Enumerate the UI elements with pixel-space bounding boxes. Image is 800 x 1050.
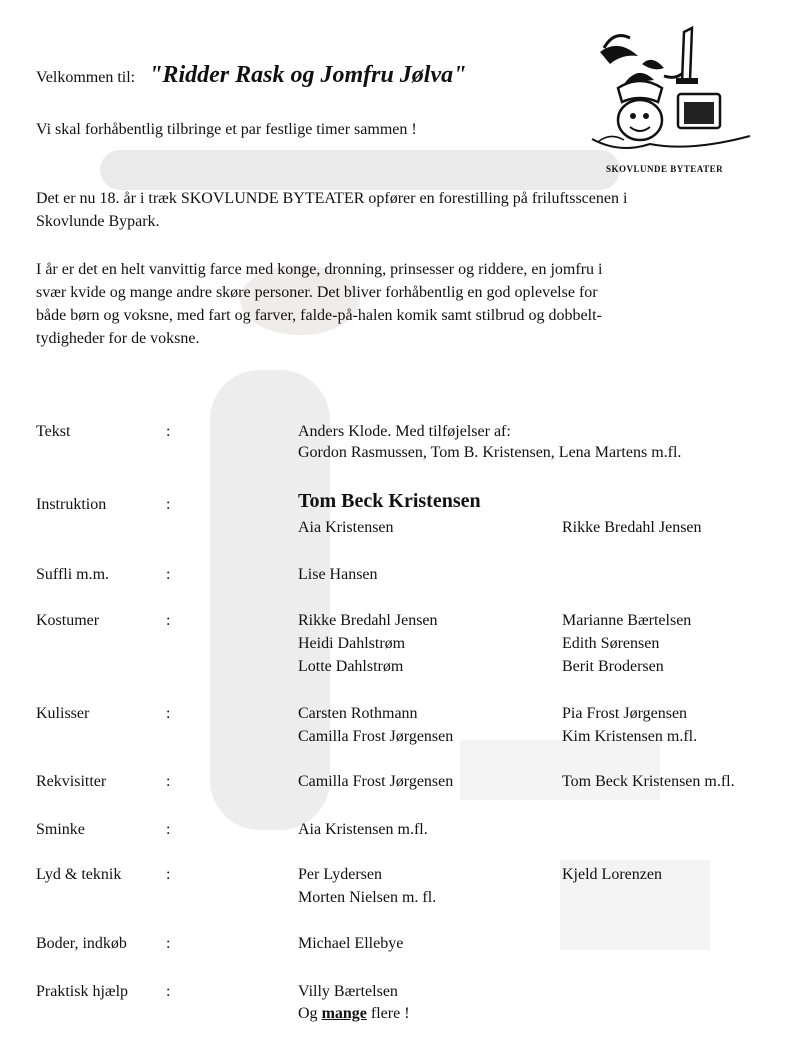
credit-name: Heidi Dahlstrøm (298, 635, 406, 652)
intro-paragraph-history (36, 187, 766, 233)
credit-name: Carsten Rothmann (298, 705, 418, 722)
intro-line: både børn og voksne, med fart og farver, falde-på-halen komik samt stilbrud og dobbelt- (36, 307, 602, 324)
skovlunde-byteater-logo (580, 24, 760, 174)
intro-line: I år er det en helt vanvittig farce med konge, dronning, prinsesser og riddere, en jomfru i (36, 261, 603, 278)
credit-name: Villy Bærtelsen (298, 983, 398, 1000)
credit-name: Morten Nielsen m. fl. (298, 889, 437, 906)
credit-name: Gordon Rasmussen, Tom B. Kristensen, Lena Martens m.fl. (298, 444, 682, 461)
logo-caption: SKOVLUNDE BYTEATER (606, 164, 724, 174)
credit-name: Kim Kristensen m.fl. (562, 728, 698, 745)
credit-name: Per Lydersen (298, 866, 382, 883)
credit-role-lyd: Lyd & teknik (36, 866, 122, 883)
credit-role-boder: Boder, indkøb (36, 935, 127, 952)
credit-role-sminke: Sminke (36, 821, 85, 838)
credit-role-suffli: Suffli m.m. (36, 566, 110, 583)
credit-name: Lise Hansen (298, 566, 378, 583)
credit-colon: : (166, 612, 171, 629)
credit-colon: : (166, 935, 171, 952)
credit-role-instruktion: Instruktion (36, 496, 107, 513)
credit-name-closing (298, 1002, 410, 1025)
intro-line: Det er nu 18. år i træk SKOVLUNDE BYTEATER opfører en forestilling på friluftsscenen i (36, 190, 628, 207)
credit-name-lead: Tom Beck Kristensen (298, 490, 481, 512)
credit-name: Rikke Bredahl Jensen (562, 519, 702, 536)
credit-role-kostumer: Kostumer (36, 612, 100, 629)
welcome-label: Velkommen til: (36, 69, 136, 86)
credit-name: Tom Beck Kristensen m.fl. (562, 773, 735, 790)
play-title: "Ridder Rask og Jomfru Jølva" (149, 62, 467, 88)
closing-emphasis: mange (321, 1005, 367, 1022)
credit-colon: : (166, 983, 171, 1000)
credit-colon: : (166, 773, 171, 790)
credit-role-praktisk: Praktisk hjælp (36, 983, 129, 1000)
intro-paragraph-description (36, 258, 766, 350)
credit-name: Berit Brodersen (562, 658, 664, 675)
credit-name: Aia Kristensen (298, 519, 394, 536)
credit-role-tekst: Tekst (36, 423, 71, 440)
credit-name: Aia Kristensen m.fl. (298, 821, 428, 838)
credit-colon: : (166, 423, 171, 440)
credit-name: Camilla Frost Jørgensen (298, 728, 454, 745)
credit-name: Lotte Dahlstrøm (298, 658, 404, 675)
credit-name: Marianne Bærtelsen (562, 612, 692, 629)
credit-colon: : (166, 866, 171, 883)
credit-colon: : (166, 821, 171, 838)
credit-name: Kjeld Lorenzen (562, 866, 662, 883)
credit-role-rekvisitter: Rekvisitter (36, 773, 107, 790)
credit-name: Camilla Frost Jørgensen (298, 773, 454, 790)
credit-name: Rikke Bredahl Jensen (298, 612, 438, 629)
credit-name: Pia Frost Jørgensen (562, 705, 688, 722)
credit-name: Anders Klode. Med tilføjelser af: (298, 423, 511, 440)
credit-colon: : (166, 566, 171, 583)
intro-line: Skovlunde Bypark. (36, 213, 160, 230)
intro-greeting: Vi skal forhåbentlig tilbringe et par festlige timer sammen ! (36, 121, 417, 138)
credit-role-kulisser: Kulisser (36, 705, 90, 722)
closing-text: Og (298, 1005, 322, 1022)
credit-colon: : (166, 705, 171, 722)
welcome-heading (36, 62, 466, 89)
closing-text: flere ! (366, 1005, 410, 1022)
credit-name: Edith Sørensen (562, 635, 660, 652)
credit-colon: : (166, 496, 171, 513)
credit-name: Michael Ellebye (298, 935, 404, 952)
intro-line: tydigheder for de voksne. (36, 330, 200, 347)
intro-line: svær kvide og mange andre skøre personer. Det bliver forhåbentlig en god oplevelse for (36, 284, 598, 301)
